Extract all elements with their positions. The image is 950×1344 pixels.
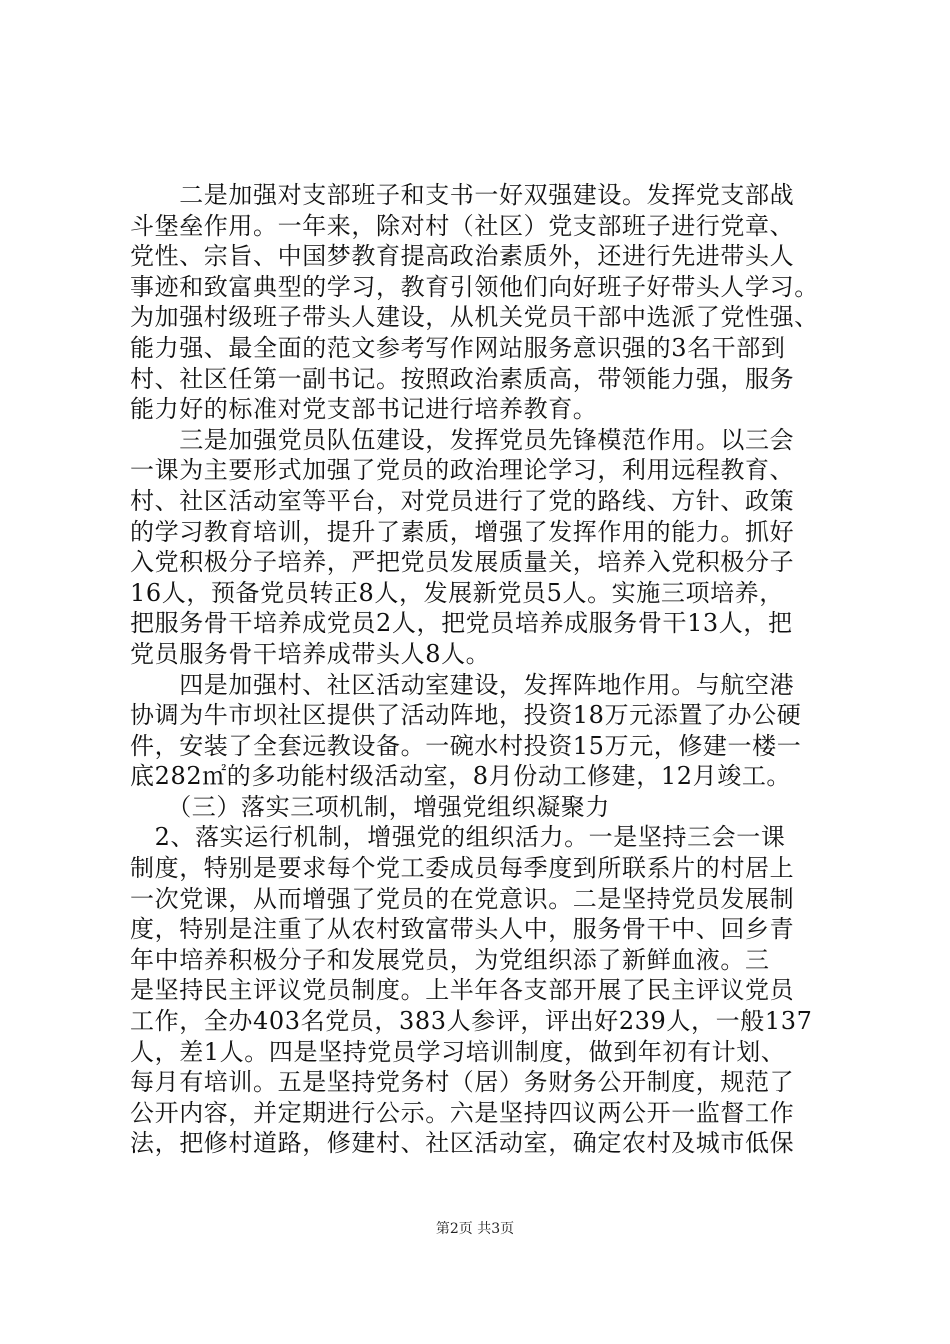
document-body <box>130 180 830 1159</box>
text-line: 为加强村级班子带头人建设，从机关党员干部中选派了党性强、 <box>130 303 819 332</box>
text-line: 制度，特别是要求每个党工委成员每季度到所联系片的村居上 <box>130 854 795 883</box>
page-number: 第2页 共3页 <box>435 1221 515 1237</box>
text-line: 把服务骨干培养成党员2人，把党员培养成服务骨干13人，把 <box>130 609 793 638</box>
text-line: 件，安装了全套远教设备。一碗水村投资15万元，修建一楼一 <box>130 731 802 760</box>
text-line: 是坚持民主评议党员制度。上半年各支部开展了民主评议党员 <box>130 976 795 1005</box>
text-line: 村、社区任第一副书记。按照政治素质高，带领能力强，服务 <box>130 364 795 393</box>
text-line: 一次党课，从而增强了党员的在党意识。二是坚持党员发展制 <box>130 884 795 913</box>
text-line: 公开内容，并定期进行公示。六是坚持四议两公开一监督工作 <box>130 1098 795 1127</box>
text-line: 斗堡垒作用。一年来，除对村（社区）党支部班子进行党章、 <box>130 211 795 240</box>
text-line: 一课为主要形式加强了党员的政治理论学习，利用远程教育、 <box>130 456 795 485</box>
text-line: 底282㎡的多功能村级活动室，8月份动工修建，12月竣工。 <box>130 762 792 791</box>
text-line: 党员服务骨干培养成带头人8人。 <box>130 639 491 668</box>
text-line: 度，特别是注重了从农村致富带头人中，服务骨干中、回乡青 <box>130 915 795 944</box>
text-line: 党性、宗旨、中国梦教育提高政治素质外，还进行先进带头人 <box>130 242 795 271</box>
text-line: 能力强、最全面的范文参考写作网站服务意识强的3名干部到 <box>130 333 786 362</box>
text-line: 三是加强党员队伍建设，发挥党员先锋模范作用。以三会 <box>130 425 795 454</box>
text-line: 入党积极分子培养，严把党员发展质量关，培养入党积极分子 <box>130 548 795 577</box>
text-line: 协调为牛市坝社区提供了活动阵地，投资18万元添置了办公硬 <box>130 701 802 730</box>
text-line: 每月有培训。五是坚持党务村（居）务财务公开制度，规范了 <box>130 1068 795 1097</box>
text-line: 的学习教育培训，提升了素质，增强了发挥作用的能力。抓好 <box>130 517 795 546</box>
text-line: 四是加强村、社区活动室建设，发挥阵地作用。与航空港 <box>130 670 795 699</box>
text-line: 16人，预备党员转正8人，发展新党员5人。实施三项培养， <box>130 578 784 607</box>
text-line: 能力好的标准对党支部书记进行培养教育。 <box>130 395 598 424</box>
text-line: 事迹和致富典型的学习，教育引领他们向好班子好带头人学习。 <box>130 272 819 301</box>
text-line: 村、社区活动室等平台，对党员进行了党的路线、方针、政策 <box>130 486 795 515</box>
text-line: 二是加强对支部班子和支书一好双强建设。发挥党支部战 <box>130 181 795 209</box>
text-line: 人，差1人。四是坚持党员学习培训制度，做到年初有计划、 <box>130 1037 786 1066</box>
section-heading: （三）落实三项机制，增强党组织凝聚力 <box>130 792 610 821</box>
text-line: 工作，全办403名党员，383人参评，评出好239人，一般137 <box>130 1007 813 1036</box>
text-line: 法，把修村道路，修建村、社区活动室，确定农村及城市低保 <box>130 1129 795 1158</box>
text-line: 年中培养积极分子和发展党员，为党组织添了新鲜血液。三 <box>130 945 770 974</box>
text-line: 2、落实运行机制，增强党的组织活力。一是坚持三会一课 <box>130 823 786 852</box>
